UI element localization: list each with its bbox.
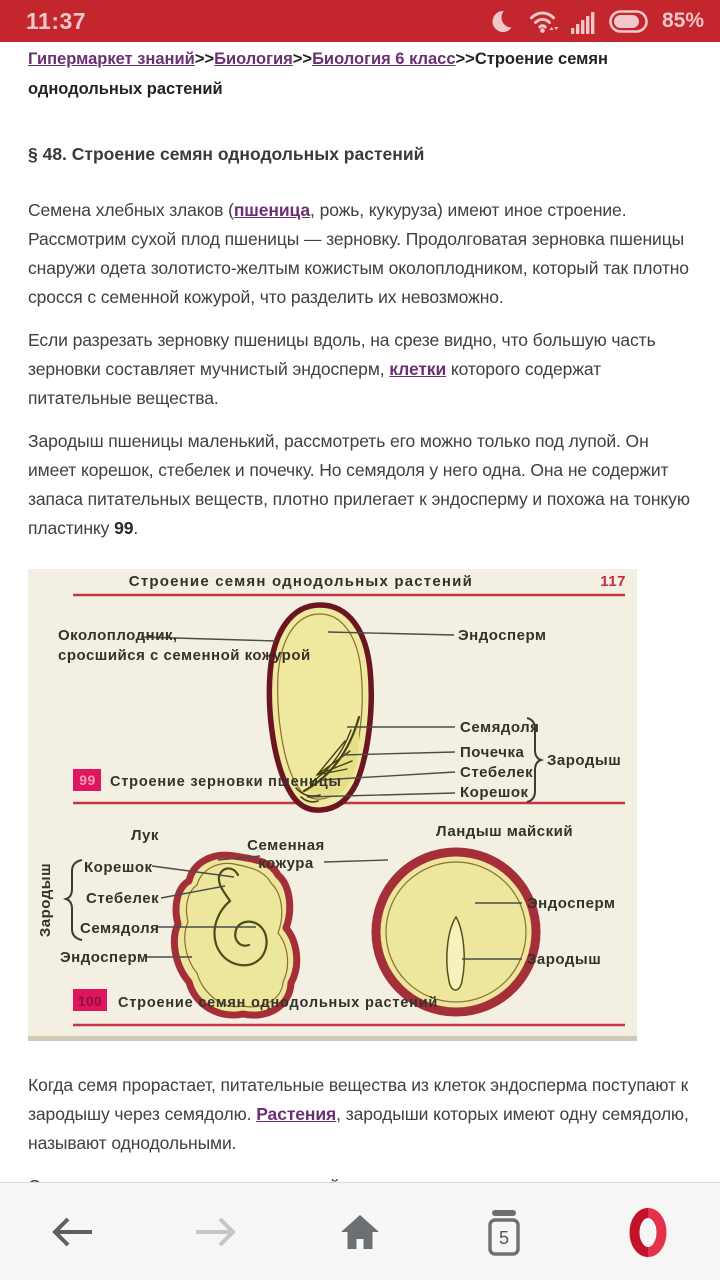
breadcrumb-separator: >> <box>292 50 313 68</box>
label-lily-title: Ландыш майский <box>436 823 574 840</box>
tabs-button[interactable] <box>432 1183 576 1280</box>
label-embryo-lily: Зародыш <box>527 951 602 968</box>
label-stem-onion: Стебелек <box>86 890 160 907</box>
link-wheat[interactable]: пшеница <box>233 200 311 220</box>
paragraph-text: . <box>133 518 139 538</box>
figure-running-head: Строение семян однодольных растений <box>128 573 473 590</box>
breadcrumb-link-biology-6-class[interactable]: Биология 6 класс <box>312 50 456 68</box>
link-plants[interactable]: Растения <box>256 1104 337 1124</box>
paragraph-text: , рожь, кукуруза) имеют иное строение. Рассмотрим сухой плод пшеницы — зерновку. Продолговатая зерновка пшеницы снаружи одета золотисто-желтым кожистым околоплодником, который так плотно сросся с семенной кожурой, что разделить их невозможно. <box>28 200 689 307</box>
label-onion-title: Лук <box>131 827 159 844</box>
label-pericarp-line2: сросшийся с семенной кожурой <box>58 647 311 664</box>
opera-menu-button[interactable] <box>576 1183 720 1280</box>
breadcrumb-link-hypermarket[interactable]: Гипермаркет знаний <box>28 50 195 68</box>
badge-100-number: 100 <box>77 994 103 1009</box>
label-cotyledon-onion: Семядоля <box>80 920 160 937</box>
clock: 11:37 <box>26 7 87 34</box>
label-pericarp-line1: Околоплодник, <box>58 627 178 644</box>
breadcrumb-link-biology[interactable]: Биология <box>214 50 293 68</box>
paragraph-4 <box>28 1071 692 1158</box>
forward-arrow-icon <box>193 1215 239 1249</box>
tab-count: 5 <box>498 1227 510 1248</box>
label-seed-coat-line1: Семенная <box>247 837 325 854</box>
moon-icon <box>491 8 517 34</box>
label-stem-wheat: Стебелек <box>460 764 534 781</box>
battery-icon <box>609 10 650 33</box>
breadcrumb <box>28 44 692 104</box>
paragraph-text: Зародыш пшеницы маленький, рассмотреть его можно только под лупой. Он имеет корешок, стебелек и почечку. Но семядоля у него одна. Она не содержит запаса питательных веществ, плотно прилегает к эндосперму и похожа на тонкую пластинку <box>28 431 690 538</box>
figure-99-caption: Строение зерновки пшеницы <box>110 774 342 790</box>
breadcrumb-current-page: Строение семян однодольных растений <box>28 50 608 98</box>
figure-100-caption: Строение семян однодольных растений <box>118 995 439 1011</box>
label-seed-coat-line2: кожура <box>258 855 314 872</box>
label-bud-wheat: Почечка <box>460 744 525 761</box>
forward-button[interactable] <box>144 1183 288 1280</box>
label-embryo-wheat: Зародыш <box>547 752 622 769</box>
wifi-icon <box>529 8 559 34</box>
link-cells[interactable]: клетки <box>389 359 447 379</box>
breadcrumb-separator: >> <box>194 50 215 68</box>
back-arrow-icon <box>49 1215 95 1249</box>
paragraph-text: Когда семя прорастает, питательные вещества из клеток эндосперма поступают к зародышу через семядолю. <box>28 1075 689 1124</box>
tabs-icon <box>485 1208 523 1256</box>
browser-viewport <box>0 42 720 1183</box>
page-title: § 48. Строение семян однодольных растений <box>28 144 425 164</box>
label-endosperm-lily: Эндосперм <box>527 895 616 912</box>
battery-percent: 85% <box>661 9 704 32</box>
label-endosperm-onion: Эндосперм <box>60 949 149 966</box>
home-button[interactable] <box>288 1183 432 1280</box>
label-embryo-onion: Зародыш <box>37 862 54 938</box>
opera-logo-icon <box>627 1207 669 1257</box>
browser-nav-bar <box>0 1182 720 1280</box>
label-root-wheat: Корешок <box>460 784 529 801</box>
paragraph-text: , зародыши которых имеют одну семядолю, называют однодольными. <box>28 1104 689 1153</box>
status-bar <box>0 0 720 42</box>
paragraph-2 <box>28 326 692 413</box>
paragraph-3 <box>28 427 692 543</box>
paragraph-text: Семена хлебных злаков ( <box>28 200 234 220</box>
badge-99-number: 99 <box>79 772 96 788</box>
paragraph-1 <box>28 196 692 312</box>
label-cotyledon-wheat: Семядоля <box>460 719 540 736</box>
status-icons <box>491 8 704 34</box>
home-icon <box>339 1213 381 1251</box>
figure-ref-99: 99 <box>114 518 134 538</box>
paragraph-text: которого содержат питательные вещества. <box>28 359 602 408</box>
textbook-figure-image <box>28 569 637 1041</box>
signal-icon <box>571 9 597 34</box>
paragraph-text: Если разрезать зерновку пшеницы вдоль, на срезе видно, что большую часть зерновки составляет мучнистый эндосперм, <box>28 330 656 379</box>
back-button[interactable] <box>0 1183 144 1280</box>
figure-page-number: 117 <box>600 573 626 590</box>
label-root-onion: Корешок <box>84 859 153 876</box>
label-endosperm-wheat: Эндосперм <box>458 627 547 644</box>
breadcrumb-separator: >> <box>455 50 475 68</box>
